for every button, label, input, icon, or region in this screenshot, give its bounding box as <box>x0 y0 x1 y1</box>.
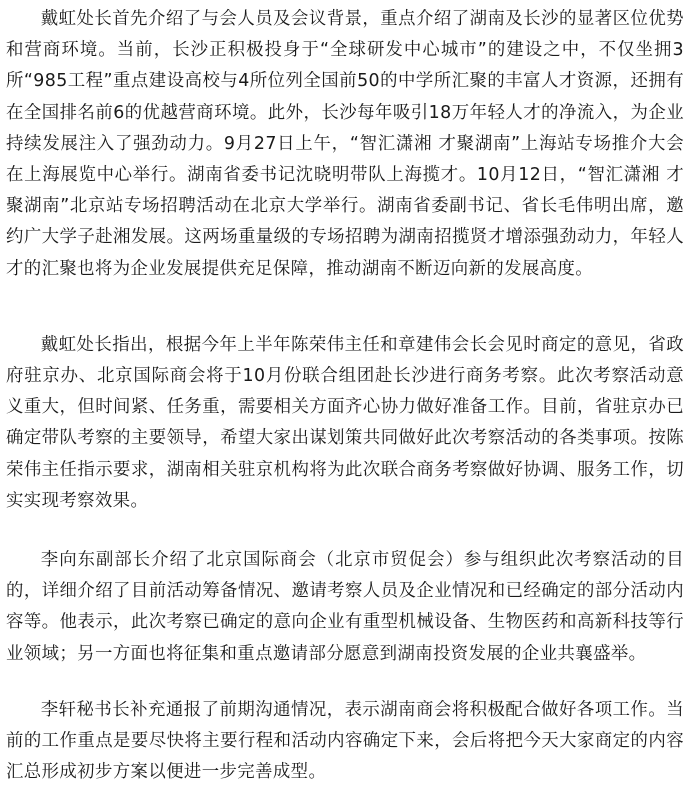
paragraph-chamber-introduction: 李向东副部长介绍了北京国际商会（北京市贸促会）参与组织此次考察活动的目的，详细介绍了目前活动筹备情况、邀请考察人员及企业情况和已经确定的部分活动内容等。他表示，此次考察已确定的意向企业有重型机械设备、生物医药和高新科技等行业领域；另一方面也将征集和重点邀请部分愿意到湖南投资发展的企业共襄盛举。 <box>6 550 684 664</box>
paragraph-business-inspection: 戴虹处长指出，根据今年上半年陈荣伟主任和章建伟会长会见时商定的意见，省政府驻京办、北京国际商会将于10月份联合组团赴长沙进行商务考察。此次考察活动意义重大，但时间紧、任务重，需要相关方面齐心协力做好准备工作。目前，省驻京办已确定带队考察的主要领导，希望大家出谋划策共同做好此次考察活动的各类事项。按陈荣伟主任指示要求，湖南相关驻京机构将为此次联合商务考察做好协调、服务工作，切实实现考察效果。 <box>6 334 684 511</box>
paragraph-meeting-background: 戴虹处长首先介绍了与会人员及会议背景，重点介绍了湖南及长沙的显著区位优势和营商环境。当前，长沙正积极投身于“全球研发中心城市”的建设之中，不仅坐拥3所“985工程”重点建设高校与4所位列全国前50的中学所汇聚的丰富人才资源，还拥有在全国排名前6的优越营商环境。此外，长沙每年吸引18万年轻人才的净流入，为企业持续发展注入了强劲动力。9月27日上午，“智汇潇湘 才聚湖南”上海站专场推介大会在上海展览中心举行。湖南省委书记沈晓明带队上海揽才。10月12日，“智汇潇湘 才聚湖南”北京站专场招聘活动在北京大学举行。湖南省委副书记、省长毛伟明出席，邀约广大学子赴湘发展。这两场重量级的专场招聘为湖南招揽贤才增添强劲动力，年轻人才的汇聚也将为企业发展提供充足保障，推动湖南不断迈向新的发展高度。 <box>6 9 684 279</box>
paragraph-preliminary-plan: 李轩秘书长补充通报了前期沟通情况，表示湖南商会将积极配合做好各项工作。当前的工作重点是要尽快将主要行程和活动内容确定下来，会后将把今天大家商定的内容汇总形成初步方案以便进一步完善成型。 <box>6 699 684 783</box>
